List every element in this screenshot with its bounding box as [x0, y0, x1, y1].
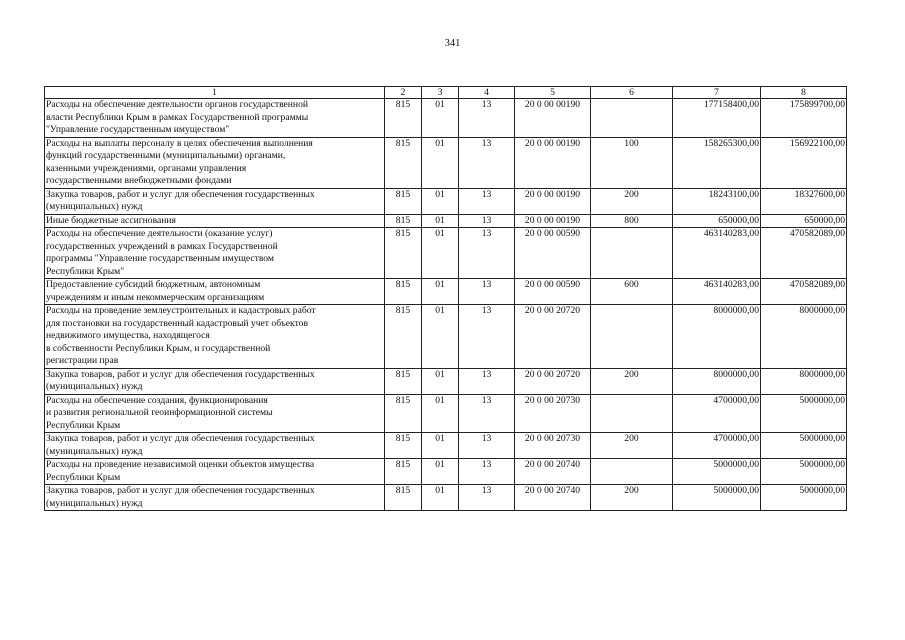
description-line: учреждениям и иным некоммерческим организациям [46, 291, 265, 303]
target-article-code: 20 0 00 20740 [515, 485, 591, 511]
amount-year-2: 5000000,00 [761, 485, 847, 511]
section-code: 01 [422, 433, 459, 459]
table-row [45, 188, 847, 214]
expense-description [45, 433, 385, 459]
section-code: 01 [422, 459, 459, 485]
amount-year-2: 470582089,00 [761, 228, 847, 279]
header-cell-2: 2 [385, 87, 422, 99]
target-article-code: 20 0 00 00190 [515, 99, 591, 138]
ministry-code: 815 [385, 433, 422, 459]
target-article-code: 20 0 00 20720 [515, 305, 591, 369]
budget-table [44, 86, 847, 511]
subsection-code: 13 [459, 368, 515, 394]
amount-year-2: 8000000,00 [761, 305, 847, 369]
description-line: Расходы на обеспечение создания, функционирования [46, 394, 268, 406]
table-row [45, 99, 847, 138]
subsection-code: 13 [459, 188, 515, 214]
target-article-code: 20 0 00 20730 [515, 433, 591, 459]
description-line: функций государственными (муниципальными) органами, [46, 150, 286, 161]
target-article-code: 20 0 00 00190 [515, 214, 591, 228]
amount-year-2: 156922100,00 [761, 137, 847, 188]
expense-description [45, 99, 385, 138]
section-code: 01 [422, 485, 459, 511]
amount-year-2: 5000000,00 [761, 433, 847, 459]
description-line: государственных учреждений в рамках Государственной [46, 240, 278, 252]
description-line: "Управление государственным имуществом" [46, 124, 230, 135]
description-line: Республики Крым [46, 471, 121, 483]
description-line: Закупка товаров, работ и услуг для обеспечения государственных [46, 485, 315, 496]
ministry-code: 815 [385, 99, 422, 138]
section-code: 01 [422, 99, 459, 138]
amount-year-1: 177158400,00 [673, 99, 761, 138]
amount-year-2: 8000000,00 [761, 368, 847, 394]
header-cell-6: 6 [591, 87, 673, 99]
section-code: 01 [422, 394, 459, 433]
amount-year-1: 8000000,00 [673, 305, 761, 369]
header-cell-1: 1 [45, 87, 385, 99]
description-line: Расходы на обеспечение деятельности (оказание услуг) [46, 228, 273, 239]
ministry-code: 815 [385, 228, 422, 279]
expense-type-code [591, 394, 673, 433]
ministry-code: 815 [385, 214, 422, 228]
expense-description [45, 137, 385, 188]
description-line: (муниципальных) нужд [46, 381, 143, 392]
subsection-code: 13 [459, 228, 515, 279]
description-line: власти Республики Крым в рамках Государственной программы [46, 111, 309, 123]
target-article-code: 20 0 00 20730 [515, 394, 591, 433]
description-line: Закупка товаров, работ и услуг для обеспечения государственных [46, 188, 315, 200]
page-number: 341 [444, 38, 461, 49]
target-article-code: 20 0 00 00190 [515, 188, 591, 214]
ministry-code: 815 [385, 485, 422, 511]
description-line: и развития региональной геоинформационной системы [46, 407, 273, 418]
amount-year-1: 158265300,00 [673, 137, 761, 188]
description-line: недвижимого имущества, находящегося [46, 330, 210, 341]
target-article-code: 20 0 00 00590 [515, 228, 591, 279]
description-line: (муниципальных) нужд [46, 201, 143, 212]
amount-year-2: 18327600,00 [761, 188, 847, 214]
target-article-code: 20 0 00 20740 [515, 459, 591, 485]
description-line: для постановки на государственный кадастровый учет объектов [46, 317, 308, 329]
subsection-code: 13 [459, 99, 515, 138]
expense-type-code: 200 [591, 368, 673, 394]
amount-year-1: 5000000,00 [673, 485, 761, 511]
description-line: Закупка товаров, работ и услуг для обеспечения государственных [46, 433, 315, 444]
description-line: Республики Крым [46, 419, 121, 431]
amount-year-1: 463140283,00 [673, 228, 761, 279]
expense-type-code: 100 [591, 137, 673, 188]
expense-type-code: 800 [591, 214, 673, 228]
table-row [45, 214, 847, 228]
section-code: 01 [422, 137, 459, 188]
table-row [45, 137, 847, 188]
expense-description [45, 188, 385, 214]
description-line: государственными внебюджетными фондами [46, 175, 232, 186]
expense-description [45, 485, 385, 511]
table-row [45, 394, 847, 433]
ministry-code: 815 [385, 137, 422, 188]
subsection-code: 13 [459, 433, 515, 459]
description-line: Республики Крым" [46, 265, 125, 277]
description-line: (муниципальных) нужд [46, 445, 143, 457]
amount-year-1: 650000,00 [673, 214, 761, 228]
expense-type-code: 600 [591, 279, 673, 305]
expense-description [45, 368, 385, 394]
description-line: Закупка товаров, работ и услуг для обеспечения государственных [46, 368, 315, 380]
expense-type-code: 200 [591, 433, 673, 459]
target-article-code: 20 0 00 00190 [515, 137, 591, 188]
table-body [45, 99, 847, 511]
expense-type-code [591, 459, 673, 485]
table-row [45, 433, 847, 459]
amount-year-2: 5000000,00 [761, 459, 847, 485]
table-row [45, 485, 847, 511]
target-article-code: 20 0 00 20720 [515, 368, 591, 394]
section-code: 01 [422, 228, 459, 279]
expense-type-code: 200 [591, 188, 673, 214]
header-row [45, 87, 847, 99]
ministry-code: 815 [385, 305, 422, 369]
subsection-code: 13 [459, 485, 515, 511]
expense-description [45, 459, 385, 485]
expense-description [45, 305, 385, 369]
description-line: (муниципальных) нужд [46, 497, 143, 509]
ministry-code: 815 [385, 394, 422, 433]
ministry-code: 815 [385, 188, 422, 214]
amount-year-2: 470582089,00 [761, 279, 847, 305]
amount-year-1: 5000000,00 [673, 459, 761, 485]
amount-year-1: 463140283,00 [673, 279, 761, 305]
description-line: в собственности Республики Крым, и государственной [46, 342, 271, 354]
amount-year-1: 18243100,00 [673, 188, 761, 214]
expense-type-code [591, 305, 673, 369]
target-article-code: 20 0 00 00590 [515, 279, 591, 305]
section-code: 01 [422, 188, 459, 214]
expense-description [45, 279, 385, 305]
table-row [45, 459, 847, 485]
ministry-code: 815 [385, 368, 422, 394]
header-cell-4: 4 [459, 87, 515, 99]
description-line: программы "Управление государственным имуществом [46, 253, 274, 264]
description-line: Предоставление субсидий бюджетным, автономным [46, 279, 261, 290]
table-row [45, 228, 847, 279]
description-line: Расходы на проведение землеустроительных и кадастровых работ [46, 305, 316, 316]
ministry-code: 815 [385, 459, 422, 485]
description-line: Расходы на обеспечение деятельности органов государственной [46, 99, 309, 110]
amount-year-1: 4700000,00 [673, 394, 761, 433]
description-line: Расходы на проведение независимой оценки объектов имущества [46, 459, 315, 470]
table-row [45, 368, 847, 394]
amount-year-2: 650000,00 [761, 214, 847, 228]
subsection-code: 13 [459, 394, 515, 433]
section-code: 01 [422, 305, 459, 369]
amount-year-2: 175899700,00 [761, 99, 847, 138]
table-row [45, 305, 847, 369]
expense-type-code [591, 228, 673, 279]
description-line: казенными учреждениями, органами управления [46, 162, 247, 174]
expense-type-code [591, 99, 673, 138]
amount-year-1: 8000000,00 [673, 368, 761, 394]
description-line: Расходы на выплаты персоналу в целях обеспечения выполнения [46, 137, 313, 149]
section-code: 01 [422, 214, 459, 228]
description-line: Иные бюджетные ассигнования [46, 214, 176, 226]
expense-description [45, 228, 385, 279]
expense-description [45, 214, 385, 228]
description-line: регистрации прав [46, 355, 119, 366]
header-cell-5: 5 [515, 87, 591, 99]
subsection-code: 13 [459, 459, 515, 485]
subsection-code: 13 [459, 305, 515, 369]
section-code: 01 [422, 368, 459, 394]
subsection-code: 13 [459, 214, 515, 228]
amount-year-2: 5000000,00 [761, 394, 847, 433]
header-cell-7: 7 [673, 87, 761, 99]
ministry-code: 815 [385, 279, 422, 305]
expense-type-code: 200 [591, 485, 673, 511]
expense-description [45, 394, 385, 433]
section-code: 01 [422, 279, 459, 305]
header-cell-8: 8 [761, 87, 847, 99]
amount-year-1: 4700000,00 [673, 433, 761, 459]
header-cell-3: 3 [422, 87, 459, 99]
subsection-code: 13 [459, 137, 515, 188]
subsection-code: 13 [459, 279, 515, 305]
table-row [45, 279, 847, 305]
